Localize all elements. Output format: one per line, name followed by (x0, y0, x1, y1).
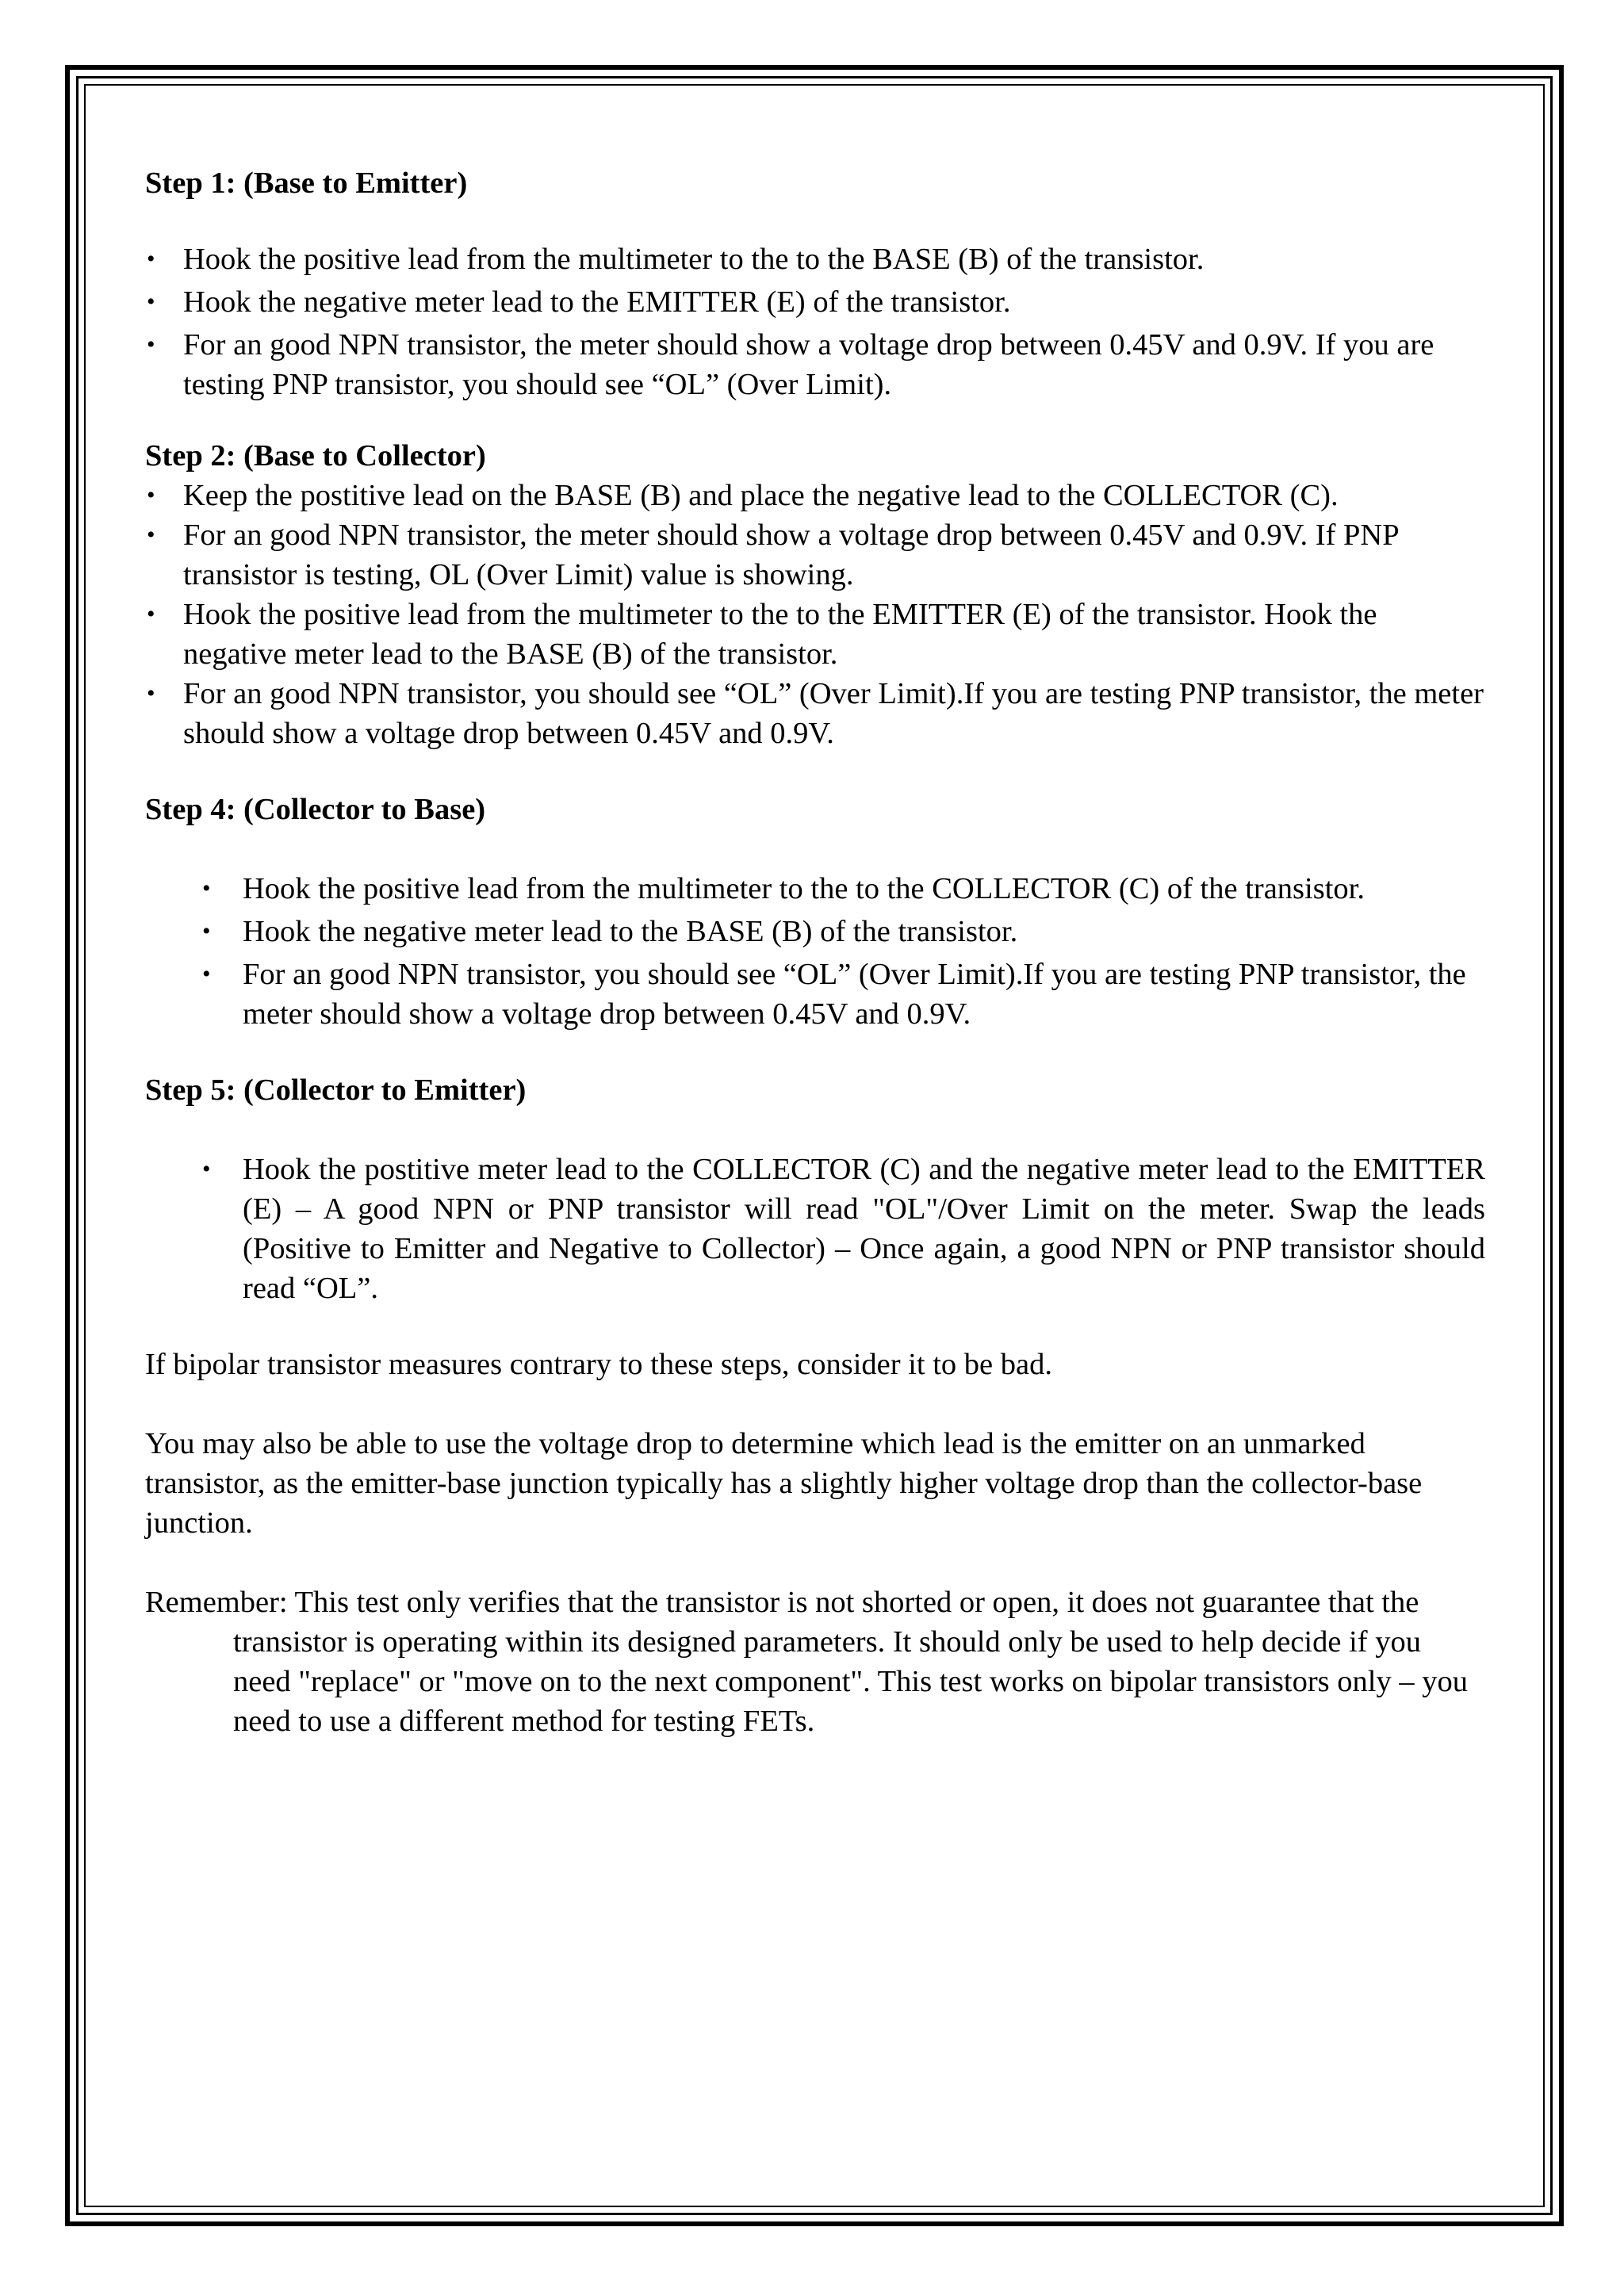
list-item-text: Hook the positive lead from the multimeter to the to the COLLECTOR (C) of the transistor. (243, 872, 1365, 905)
step2-heading: Step 2: (Base to Collector) (145, 439, 486, 473)
list-item (145, 869, 1485, 909)
bad-transistor-note: If bipolar transistor measures contrary to these steps, consider it to be bad. (145, 1348, 1052, 1381)
bullet-icon: • (202, 961, 211, 987)
emitter-identification-note: You may also be able to use the voltage drop to determine which lead is the emitter on an unmarked transistor, as the emitter-base junction typically has a slightly higher voltage drop than the collector-base junction. (145, 1427, 1423, 1540)
bullet-icon: • (147, 482, 155, 508)
bullet-icon: • (202, 1156, 211, 1182)
step2-section (145, 436, 1485, 753)
step5-section (145, 1070, 1485, 1308)
list-item-text: For an good NPN transistor, the meter should show a voltage drop between 0.45V and 0.9V. If you are testing PNP transistor, you should see “OL” (Over Limit). (183, 328, 1434, 401)
step2-list (145, 476, 1485, 753)
bullet-icon: • (147, 601, 155, 627)
document-body (145, 163, 1485, 1741)
remember-note: Remember: This test only verifies that the transistor is not shorted or open, it does not guarantee that the transistor is operating within its designed parameters. It should only be used to help decide if you need "replace" or "move on to the next component". This test works on bipolar transistors only – you need to use a different method for testing FETs. (145, 1586, 1468, 1738)
list-item-text: For an good NPN transistor, you should see “OL” (Over Limit).If you are testing PNP transistor, the meter should show a voltage drop between 0.45V and 0.9V. (183, 677, 1484, 750)
list-item (145, 325, 1485, 404)
list-item (145, 282, 1485, 322)
bullet-icon: • (147, 246, 155, 272)
list-item-text: Hook the positive lead from the multimeter to the to the BASE (B) of the transistor. (183, 243, 1205, 276)
list-item (145, 674, 1485, 753)
step5-heading: Step 5: (Collector to Emitter) (145, 1073, 527, 1107)
step4-section (145, 790, 1485, 1034)
bullet-icon: • (147, 522, 155, 548)
step1-heading: Step 1: (Base to Emitter) (145, 166, 468, 200)
bullet-icon: • (202, 875, 211, 901)
bullet-icon: • (147, 331, 155, 358)
bullet-icon: • (147, 289, 155, 315)
list-item (145, 912, 1485, 951)
list-item-text: For an good NPN transistor, you should see “OL” (Over Limit).If you are testing PNP transistor, the meter should show a voltage drop between 0.45V and 0.9V. (243, 958, 1466, 1031)
list-item-text: Hook the positive lead from the multimeter to the to the EMITTER (E) of the transistor. Hook the negative meter lead to the BASE (B) of the transistor. (183, 598, 1377, 671)
bullet-icon: • (202, 918, 211, 944)
list-item-text: For an good NPN transistor, the meter should show a voltage drop between 0.45V and 0.9V. If PNP transistor is testing, OL (Over Limit) value is showing. (183, 519, 1399, 591)
bullet-icon: • (147, 680, 155, 706)
list-item-text: Keep the postitive lead on the BASE (B) and place the negative lead to the COLLECTOR (C). (183, 479, 1339, 512)
step4-list (145, 869, 1485, 1034)
list-item-text: Hook the negative meter lead to the BASE (B) of the transistor. (243, 915, 1018, 948)
list-item-text: Hook the postitive meter lead to the COLLECTOR (C) and the negative meter lead to the EMITTER (E) – A good NPN or PNP transistor will read "OL"/Over Limit on the meter. Swap the leads (Positive to Emitter and Negative to Collector) – Once again, a good NPN or PNP transistor should read “OL”. (243, 1153, 1485, 1305)
list-item (145, 476, 1485, 515)
list-item (145, 515, 1485, 595)
step1-section (145, 163, 1485, 404)
step4-heading: Step 4: (Collector to Base) (145, 793, 486, 826)
step1-list (145, 239, 1485, 404)
list-item-text: Hook the negative meter lead to the EMITTER (E) of the transistor. (183, 285, 1011, 319)
list-item (145, 239, 1485, 279)
list-item (145, 955, 1485, 1034)
list-item (145, 1150, 1485, 1308)
step5-list (145, 1150, 1485, 1308)
list-item (145, 595, 1485, 674)
